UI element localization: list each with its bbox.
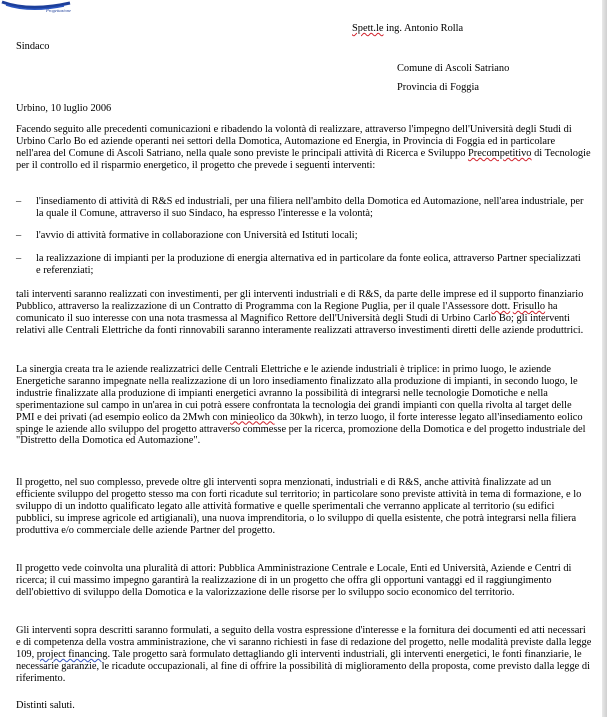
bullet-dash: – xyxy=(16,230,22,241)
recipient-municipality: Comune di Ascoli Satriano xyxy=(397,63,510,74)
term-minieolico: minieolico xyxy=(230,411,275,423)
paragraph-synergy: La sinergia creata tra le aziende realizzatrici delle Centrali Elettriche e le aziende industriali è triplice: in primo luogo, le aziende Energetiche saranno impegnate nella realizzazione di un loro insediamento finalizzato alla produzione di impianti, in secondo luogo, le industrie finalizzate alla produzione di impianti energetici avranno la possibilità di integrarsi nelle tecnologie Domotiche e nella sperimentazione sul campo in un'area in cui potrà essere confrontata la tecnologia dei grandi impianti con quella rivolta al target delle PMI e dei privati (ad esempio eolico da 2Mwh con minieolico da 30kwh), in terzo luogo, il forte interesse legato all'insediamento eolico spinge le aziende allo sviluppo del progetto attraverso commesse per la ricerca, promozione della Domotica e del progetto industriale del "Distretto della Domotica ed Automazione". xyxy=(16,364,586,447)
addressee-prefix: Spett.le xyxy=(352,23,384,34)
place-date: Urbino, 10 luglio 2006 xyxy=(16,103,112,114)
recipient-role: Sindaco xyxy=(16,41,50,52)
paragraph-interventions: Gli interventi sopra descritti saranno formulati, a seguito della vostra espressione d'interesse e la fornitura dei documenti ed atti necessari e di competenza della vostra amministrazione, che vi saranno richiesti in fase di redazione del progetto, nelle modalità previste dalla legge 109, project financing. Tale progetto sarà formulato dettagliando gli interventi industriali, gli interventi energetici, le fonti finanziarie, le necessarie garanzie, le ricadute occupazionali, al fine di offrire la possibilità di miglioramento della proposta, come previsto dalla legge di riferimento. xyxy=(16,625,592,684)
document-page: Progettazione Spett.le ing. Antonio Rolla Sindaco Comune di Ascoli Satriano Provincia di Foggia Urbino, 10 luglio 2006 Facendo seguito alle precedenti comunicazioni e ribadendo la volontà di realizzare, attraverso l'impegno dell'Università degli Studi di Urbino Carlo Bo ed aziende operanti nei settori della Domotica, Automazione ed Energia, in Provincia di Foggia ed in particolare nell'area del Comune di Ascoli Satriano, nella quale sono previste le principali attività di Ricerca e Sviluppo Precompetitivo di Tecnologie per il controllo ed il risparmio energetico, il progetto che prevede i seguenti interventi: – l'insediamento di attività di R&S ed industriali, per una filiera nell'ambito della Domotica ed Automazione, nell'area industriale, per la quale il Comune, attraverso il suo Sindaco, ha espresso l'interesse e la volontà; – l'avvio di attività formative in collaborazione con Università ed Istituti locali; – la realizzazione di impianti per la produzione di energia alternativa ed in particolare da fonte eolica, attraverso Partner specializzati e referenziati; tali interventi saranno realizzati con investimenti, per gli interventi industriali e di R&S, da parte delle imprese ed il supporto finanziario Pubblico, attraverso la realizzazione di un Contratto di Programma con la Regione Puglia, per il quale l'Assessore dott. Frisullo ha comunicato il suo interesse con una nota trasmessa al Magnifico Rettore dell'Università degli Studi di Urbino Carlo Bo; gli interventi relativi alle Centrali Elettriche da fonti rinnovabili saranno interamente realizzati attraverso investimenti diretti delle aziende produttrici. La sinergia creata tra le aziende realizzatrici delle Centrali Elettriche e le aziende industriali è triplice: in primo luogo, le aziende Energetiche saranno impegnate nella realizzazione di un loro insediamento finalizzato alla produzione di impianti, in secondo luogo, le industrie finalizzate alla produzione di impianti energetici avranno la possibilità di integrarsi nelle tecnologie Domotiche e nella sperimentazione sul campo in un'area in cui potrà essere confrontata la tecnologia dei grandi impianti con quella rivolta al target delle PMI e dei privati (ad esempio eolico da 2Mwh con minieolico da 30kwh), in terzo luogo, il forte interesse legato all'insediamento eolico spinge le aziende allo sviluppo del progetto attraverso commesse per la ricerca, promozione della Domotica e del progetto industriale del "Distretto della Domotica ed Automazione". Il progetto, nel suo complesso, prevede oltre gli interventi sopra menzionati, industriali e di R&S, anche attività finalizzate ad un efficiente sviluppo del progetto stesso ma con forti ricadute sul territorio; in particolare sono previste attività in tema di formazione, e lo sviluppo di un indotto qualificato legato alle attività formative e quelle sperimentali che verranno applicate al territorio (su edifici pubblici, su imprese agricole ed artigianali), una nuova imprenditoria, o lo sviluppo di quella esistente, che potrà integrarsi nella filiera produttiva e/o commerciale delle aziende Partner del progetto. Il progetto vede coinvolta una pluralità di attori: Pubblica Amministrazione Centrale e Locale, Enti ed Università, Aziende e Centri di ricerca; il cui massimo impegno garantirà la realizzazione di in un progetto che offra gli opportuni vantaggi ed il raggiungimento dell'obiettivo di sviluppo della Domotica e la valorizzazione delle risorse per lo sviluppo socio economico del territorio. Gli interventi sopra descritti saranno formulati, a seguito della vostra espressione d'interesse e la fornitura dei documenti ed atti necessari e di competenza della vostra amministrazione, che vi saranno richiesti in fase di redazione del progetto, nelle modalità previste dalla legge 109, project financing. Tale progetto sarà formulato dettagliando gli interventi industriali, gli interventi energetici, le fonti finanziarie, le necessarie garanzie, le ricadute occupazionali, al fine di offrire la possibilità di miglioramento della proposta, come previsto dalla legge di riferimento. Distinti saluti. xyxy=(0,0,603,717)
term-precompetitivo: Precompetitivo xyxy=(468,147,532,159)
svg-text:Progettazione: Progettazione xyxy=(46,8,72,13)
addressee-line xyxy=(352,23,463,36)
recipient-province: Provincia di Foggia xyxy=(397,82,479,93)
bullet-dash: – xyxy=(16,196,22,207)
letterhead-logo xyxy=(0,0,80,14)
paragraph-intro: Facendo seguito alle precedenti comunicazioni e ribadendo la volontà di realizzare, attraverso l'impegno dell'Università degli Studi di Urbino Carlo Bo ed aziende operanti nei settori della Domotica, Automazione ed Energia, in Provincia di Foggia ed in particolare nell'area del Comune di Ascoli Satriano, nella quale sono previste le principali attività di Ricerca e Sviluppo Precompetitivo di Tecnologie per il controllo ed il risparmio energetico, il progetto che prevede i seguenti interventi: xyxy=(16,124,591,171)
paragraph-project: Il progetto, nel suo complesso, prevede oltre gli interventi sopra menzionati, industriali e di R&S, anche attività finalizzate ad un efficiente sviluppo del progetto stesso ma con forti ricadute sul territorio; in particolare sono previste attività in tema di formazione, e lo sviluppo di un indotto qualificato legato alle attività formative e quelle sperimentali che verranno applicate al territorio (su edifici pubblici, su imprese agricole ed artigianali), una nuova imprenditoria, o lo sviluppo di quella esistente, che potrà integrarsi nella filiera produttiva e/o commerciale delle aziende Partner del progetto. xyxy=(16,477,582,536)
term-project-financing: project financing xyxy=(36,648,108,660)
bullet-dash: – xyxy=(16,253,22,264)
term-dott: dott. xyxy=(491,300,511,312)
paragraph-funding: tali interventi saranno realizzati con investimenti, per gli interventi industriali e di R&S, da parte delle imprese ed il supporto finanziario Pubblico, attraverso la realizzazione di un Contratto di Programma con la Regione Puglia, per il quale l'Assessore dott. Frisullo ha comunicato il suo interesse con una nota trasmessa al Magnifico Rettore dell'Università degli Studi di Urbino Carlo Bo; gli interventi relativi alle Centrali Elettriche da fonti rinnovabili saranno interamente realizzati attraverso investimenti diretti delle aziende produttrici. xyxy=(16,289,584,336)
window-edge xyxy=(602,0,607,717)
closing-salutation: Distinti saluti. xyxy=(16,700,75,711)
paragraph-actors: Il progetto vede coinvolta una pluralità di attori: Pubblica Amministrazione Centrale e Locale, Enti ed Università, Aziende e Centri di ricerca; il cui massimo impegno garantirà la realizzazione di in un progetto che offra gli opportuni vantaggi ed il raggiungimento dell'obiettivo di sviluppo della Domotica e la valorizzazione delle risorse per lo sviluppo socio economico del territorio. xyxy=(16,563,572,598)
term-frisullo: Frisullo xyxy=(512,300,546,312)
addressee-name: ing. Antonio Rolla xyxy=(386,23,464,34)
